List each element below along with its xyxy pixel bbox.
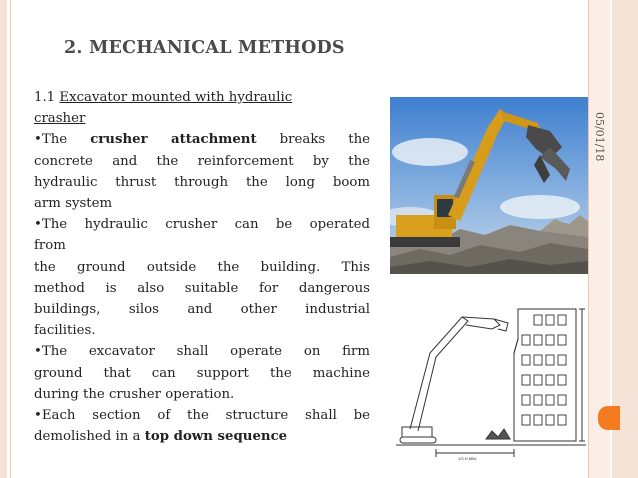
- bullet-1-line-3: hydraulic thrust through the long boom: [34, 174, 370, 190]
- excavator-photo: [390, 97, 588, 274]
- subheading-line-2: [34, 108, 370, 129]
- bullet-4-bold: top down sequence: [144, 429, 288, 445]
- bullet-1-bold: crusher attachment: [90, 132, 257, 148]
- bullet-3-line-3: during the crusher operation.: [34, 386, 235, 402]
- slide-date: 05/01/18: [593, 112, 606, 162]
- bullet-2-line-1: •The hydraulic crusher can be operated: [34, 217, 370, 233]
- bullet-1-rest: breaks the: [279, 132, 370, 148]
- subheading: [34, 87, 370, 108]
- slide-body: [34, 87, 370, 447]
- bullet-1-line-4: arm system: [34, 196, 113, 212]
- bullet-1-line-1: [34, 129, 370, 150]
- bullet-3-line-1: •The excavator shall operate on firm: [34, 344, 370, 360]
- subheading-number: 1.1: [34, 90, 56, 105]
- bullet-3-line-2: ground that can support the machine: [34, 365, 370, 381]
- bullet-1-start: •The: [34, 132, 68, 148]
- diagram-dimension-label: 1/3 H MIN.: [458, 456, 478, 461]
- bullet-2-line-5: buildings, silos and other industrial: [34, 302, 370, 318]
- left-frame-line: [10, 0, 11, 478]
- left-frame-border: [0, 0, 7, 478]
- bullet-4-start: demolished in a: [34, 429, 141, 445]
- subheading-text-2: crasher: [34, 111, 86, 127]
- bullet-4-line-1: •Each section of the structure shall be: [34, 408, 370, 424]
- bullet-4-line-2: [34, 426, 370, 447]
- bullet-1-line-2: concrete and the reinforcement by the: [34, 153, 370, 169]
- slide-number-badge: [598, 406, 620, 430]
- bullet-2-line-4: method is also suitable for dangerous: [34, 280, 370, 296]
- bullet-2-line-6: facilities.: [34, 323, 96, 339]
- bullet-2-line-3: the ground outside the building. This: [34, 259, 370, 275]
- demolition-diagram: [396, 301, 586, 463]
- subheading-text-1: Excavator mounted with hydraulic: [59, 90, 293, 105]
- slide-title: 2. MECHANICAL METHODS: [64, 38, 345, 58]
- bullet-2-line-2: from: [34, 238, 66, 254]
